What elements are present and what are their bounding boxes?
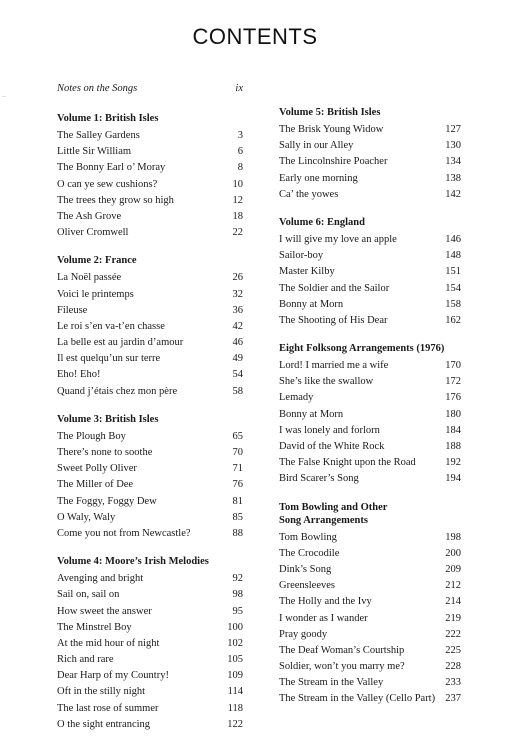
entry-page-number: 134 [445,156,461,168]
entry-title: The last rose of summer [57,702,159,714]
entry-title: Ca’ the yowes [279,188,339,200]
contents-entry[interactable] [57,351,243,367]
entry-page-number: 180 [445,408,461,420]
entry-page-number: 92 [232,573,243,585]
entry-page-number: 176 [445,392,461,404]
contents-section [279,216,461,329]
entry-title: Fileuse [57,304,88,316]
contents-entry[interactable] [279,390,461,406]
entry-title: The Stream in the Valley (Cello Part) [279,693,436,705]
contents-entry[interactable] [279,578,461,594]
contents-entry[interactable] [279,232,461,248]
contents-entry[interactable] [57,668,243,684]
entry-page-number: 100 [227,621,243,633]
entry-title: The Holly and the Ivy [279,596,372,608]
entry-title: La Noël passée [57,272,122,284]
contents-section [279,501,461,708]
contents-entry[interactable] [279,611,461,627]
entry-title: The Crocodile [279,547,340,559]
contents-entry[interactable] [57,526,243,542]
entry-title: O Waly, Waly [57,511,116,523]
entry-page-number: 65 [232,430,243,442]
section-heading: Volume 3: British Isles [57,413,159,425]
contents-entry[interactable] [57,144,243,160]
entry-page-number: 122 [227,718,243,730]
entry-page-number: 200 [445,547,461,559]
entry-title: The Lincolnshire Poacher [279,156,388,168]
contents-left-column [57,112,243,746]
entry-page-number: 130 [445,140,461,152]
entry-title: Oliver Cromwell [57,227,129,239]
entry-title: Sweet Polly Oliver [57,463,137,475]
entry-title: The Miller of Dee [57,479,134,491]
entry-page-number: 46 [232,337,243,349]
entry-page-number: 154 [445,282,461,294]
entry-title: The Stream in the Valley [279,677,384,689]
entry-page-number: 172 [445,376,461,388]
entry-page-number: 22 [232,227,243,239]
entry-page-number: 58 [232,385,243,397]
entry-page-number: 10 [232,178,243,190]
entry-page-number: 184 [445,424,461,436]
entry-title: Early one morning [279,172,358,184]
entry-title: Soldier, won’t you marry me? [279,661,405,673]
entry-title: Rich and rare [57,654,114,666]
contents-entry[interactable] [279,358,461,374]
entry-title: O the sight entrancing [57,718,151,730]
contents-section [57,112,243,241]
contents-entry[interactable] [57,477,243,493]
entry-page-number: 188 [445,441,461,452]
contents-entry[interactable] [57,303,243,319]
entry-title: Lemady [279,392,314,404]
entry-page-number: 170 [445,360,461,372]
entry-page-number: 198 [445,531,461,543]
contents-entry[interactable] [279,297,461,313]
contents-entry[interactable] [57,335,243,351]
contents-entry[interactable] [279,455,461,471]
entry-page-number: 70 [232,447,243,458]
entry-page-number: 6 [237,146,243,158]
entry-title: She’s like the swallow [279,376,374,388]
contents-entry[interactable] [279,546,461,562]
entry-title: Avenging and bright [57,573,144,585]
entry-page-number: 162 [445,314,461,326]
entry-page-number: 118 [227,702,243,714]
contents-entry[interactable] [279,281,461,297]
contents-entry[interactable] [57,209,243,225]
entry-page-number: 36 [232,304,243,316]
entry-title: I will give my love an apple [279,233,397,245]
entry-page-number: 32 [232,288,243,300]
entry-title: Greensleeves [279,580,335,592]
page-title: CONTENTS [192,24,318,49]
entry-title: The Shooting of His Dear [279,314,388,326]
contents-entry[interactable] [279,423,461,439]
entry-page-number: 219 [445,612,461,624]
entry-page-number: 225 [445,644,461,656]
entry-title: La belle est au jardin d’amour [57,337,184,349]
entry-page-number: 109 [227,670,243,682]
entry-title: Lord! I married me a wife [279,360,389,372]
entry-page-number: 151 [445,266,461,278]
entry-title: Sail on, sail on [57,589,120,601]
entry-page-number: 233 [445,677,461,689]
entry-page-number: 98 [232,589,243,601]
notes-page: ix [235,83,243,94]
entry-title: Oft in the stilly night [57,686,146,698]
entry-title: The False Knight upon the Road [279,457,416,469]
entry-title: Voici le printemps [57,288,134,300]
contents-entry[interactable] [57,701,243,717]
page-mark [2,96,6,97]
contents-entry[interactable] [57,494,243,510]
contents-entry[interactable] [57,684,243,700]
entry-title: The Deaf Woman’s Courtship [279,644,405,656]
contents-entry[interactable] [279,594,461,610]
section-heading: Volume 2: France [57,255,137,267]
contents-entry[interactable] [279,407,461,423]
contents-entry[interactable] [57,445,243,461]
entry-title: The Soldier and the Sailor [279,282,390,294]
entry-title: I wonder as I wander [279,612,368,624]
entry-page-number: 76 [232,479,243,491]
entry-page-number: 102 [227,637,243,649]
entry-title: Sailor-boy [279,250,324,262]
entry-title: The Brisk Young Widow [279,124,384,135]
contents-entry[interactable] [279,248,461,264]
contents-entry[interactable] [57,571,243,587]
entry-page-number: 3 [237,130,243,141]
entry-title: Little Sir William [57,146,132,158]
contents-entry[interactable] [279,171,461,187]
entry-title: The trees they grow so high [57,194,174,206]
entry-page-number: 142 [445,188,461,200]
entry-page-number: 146 [445,233,461,245]
contents-entry[interactable] [57,287,243,303]
entry-title: Quand j’étais chez mon père [57,385,178,397]
section-heading: Volume 6: England [279,216,365,228]
contents-entry[interactable] [279,562,461,578]
contents-entry[interactable] [57,620,243,636]
entry-title: Il est quelqu’un sur terre [57,353,161,365]
entry-page-number: 12 [232,194,243,206]
entry-title: Come you not from Newcastle? [57,527,191,539]
entry-title: At the mid hour of night [57,637,160,649]
contents-entry[interactable] [279,138,461,154]
section-heading: Tom Bowling and Other Song Arrangements [279,501,388,526]
contents-section [57,413,243,542]
contents-entry[interactable] [279,643,461,659]
contents-entry[interactable] [57,461,243,477]
entry-page-number: 42 [232,320,243,332]
entry-title: How sweet the answer [57,605,152,617]
contents-entry[interactable] [57,652,243,668]
contents-entry[interactable] [57,429,243,445]
entry-page-number: 209 [445,563,461,575]
contents-entry[interactable] [279,374,461,390]
entry-page-number: 85 [232,511,243,523]
entry-page-number: 127 [445,124,461,135]
entry-title: I was lonely and forlorn [279,424,380,436]
contents-entry[interactable] [57,319,243,335]
entry-title: Tom Bowling [279,531,337,543]
contents-entry[interactable] [279,154,461,170]
contents-entry[interactable] [279,675,461,691]
entry-page-number: 114 [227,686,243,698]
contents-section [57,254,243,400]
entry-title: Master Kilby [279,266,335,278]
section-heading: Volume 4: Moore’s Irish Melodies [57,556,209,568]
entry-title: Dink’s Song [279,563,332,575]
contents-section [279,106,461,203]
entry-page-number: 192 [445,457,461,469]
entry-title: Le roi s’en va-t’en chasse [57,320,165,332]
entry-page-number: 81 [232,495,243,507]
contents-entry[interactable] [279,627,461,643]
entry-title: Dear Harp of my Country! [57,670,169,682]
contents-entry[interactable] [279,122,461,138]
contents-entry[interactable] [57,367,243,383]
contents-entry[interactable] [57,270,243,286]
section-heading: Volume 1: British Isles [57,113,159,124]
entry-page-number: 49 [232,353,243,365]
entry-page-number: 148 [445,250,461,262]
entry-title: The Foggy, Foggy Dew [57,495,157,507]
contents-entry[interactable] [279,471,461,487]
contents-entry[interactable] [57,225,243,241]
entry-title: The Salley Gardens [57,130,140,141]
entry-title: Sally in our Alley [279,140,354,152]
entry-title: Bonny at Morn [279,298,344,310]
entry-title: O can ye sew cushions? [57,178,158,190]
contents-entry[interactable] [57,384,243,400]
entry-title: Eho! Eho! [57,369,101,381]
entry-page-number: 194 [445,473,461,485]
contents-section [279,342,461,488]
section-heading: Volume 5: British Isles [279,107,381,118]
contents-entry[interactable] [57,193,243,209]
contents-entry[interactable] [57,587,243,603]
entry-title: Bonny at Morn [279,408,344,420]
contents-entry[interactable] [279,530,461,546]
notes-label: Notes on the Songs [57,83,138,94]
entry-page-number: 18 [232,210,243,222]
entry-page-number: 54 [232,369,243,381]
entry-title: The Plough Boy [57,430,126,442]
contents-entry[interactable] [57,128,243,144]
entry-page-number: 158 [445,298,461,310]
entry-title: The Ash Grove [57,210,122,222]
contents-right-column [279,106,461,721]
contents-entry[interactable] [57,510,243,526]
contents-entry[interactable] [57,717,243,733]
entry-title: The Bonny Earl o’ Moray [57,162,166,174]
contents-section [57,555,243,733]
entry-page-number: 138 [445,172,461,184]
contents-entry[interactable] [279,187,461,203]
entry-page-number: 212 [445,580,461,592]
entry-page-number: 228 [445,661,461,673]
entry-title: David of the White Rock [279,441,385,452]
entry-page-number: 237 [445,693,461,705]
entry-page-number: 222 [445,628,461,640]
entry-page-number: 95 [232,605,243,617]
contents-entry[interactable] [57,636,243,652]
entry-title: The Minstrel Boy [57,621,132,633]
entry-title: There’s none to soothe [57,447,153,458]
section-heading: Eight Folksong Arrangements (1976) [279,343,445,355]
notes-entry[interactable] [57,83,243,99]
entry-page-number: 26 [232,272,243,284]
contents-entry[interactable] [57,160,243,176]
entry-page-number: 71 [232,463,243,475]
contents-entry[interactable] [57,177,243,193]
entry-page-number: 88 [232,527,243,539]
entry-title: Bird Scarer’s Song [279,473,359,485]
entry-title: Pray goody [279,628,328,640]
contents-entry[interactable] [57,604,243,620]
entry-page-number: 8 [237,162,243,174]
contents-entry[interactable] [279,264,461,280]
contents-entry[interactable] [279,659,461,675]
entry-page-number: 214 [445,596,461,608]
contents-entry[interactable] [279,439,461,455]
entry-page-number: 105 [227,654,243,666]
contents-entry[interactable] [279,313,461,329]
